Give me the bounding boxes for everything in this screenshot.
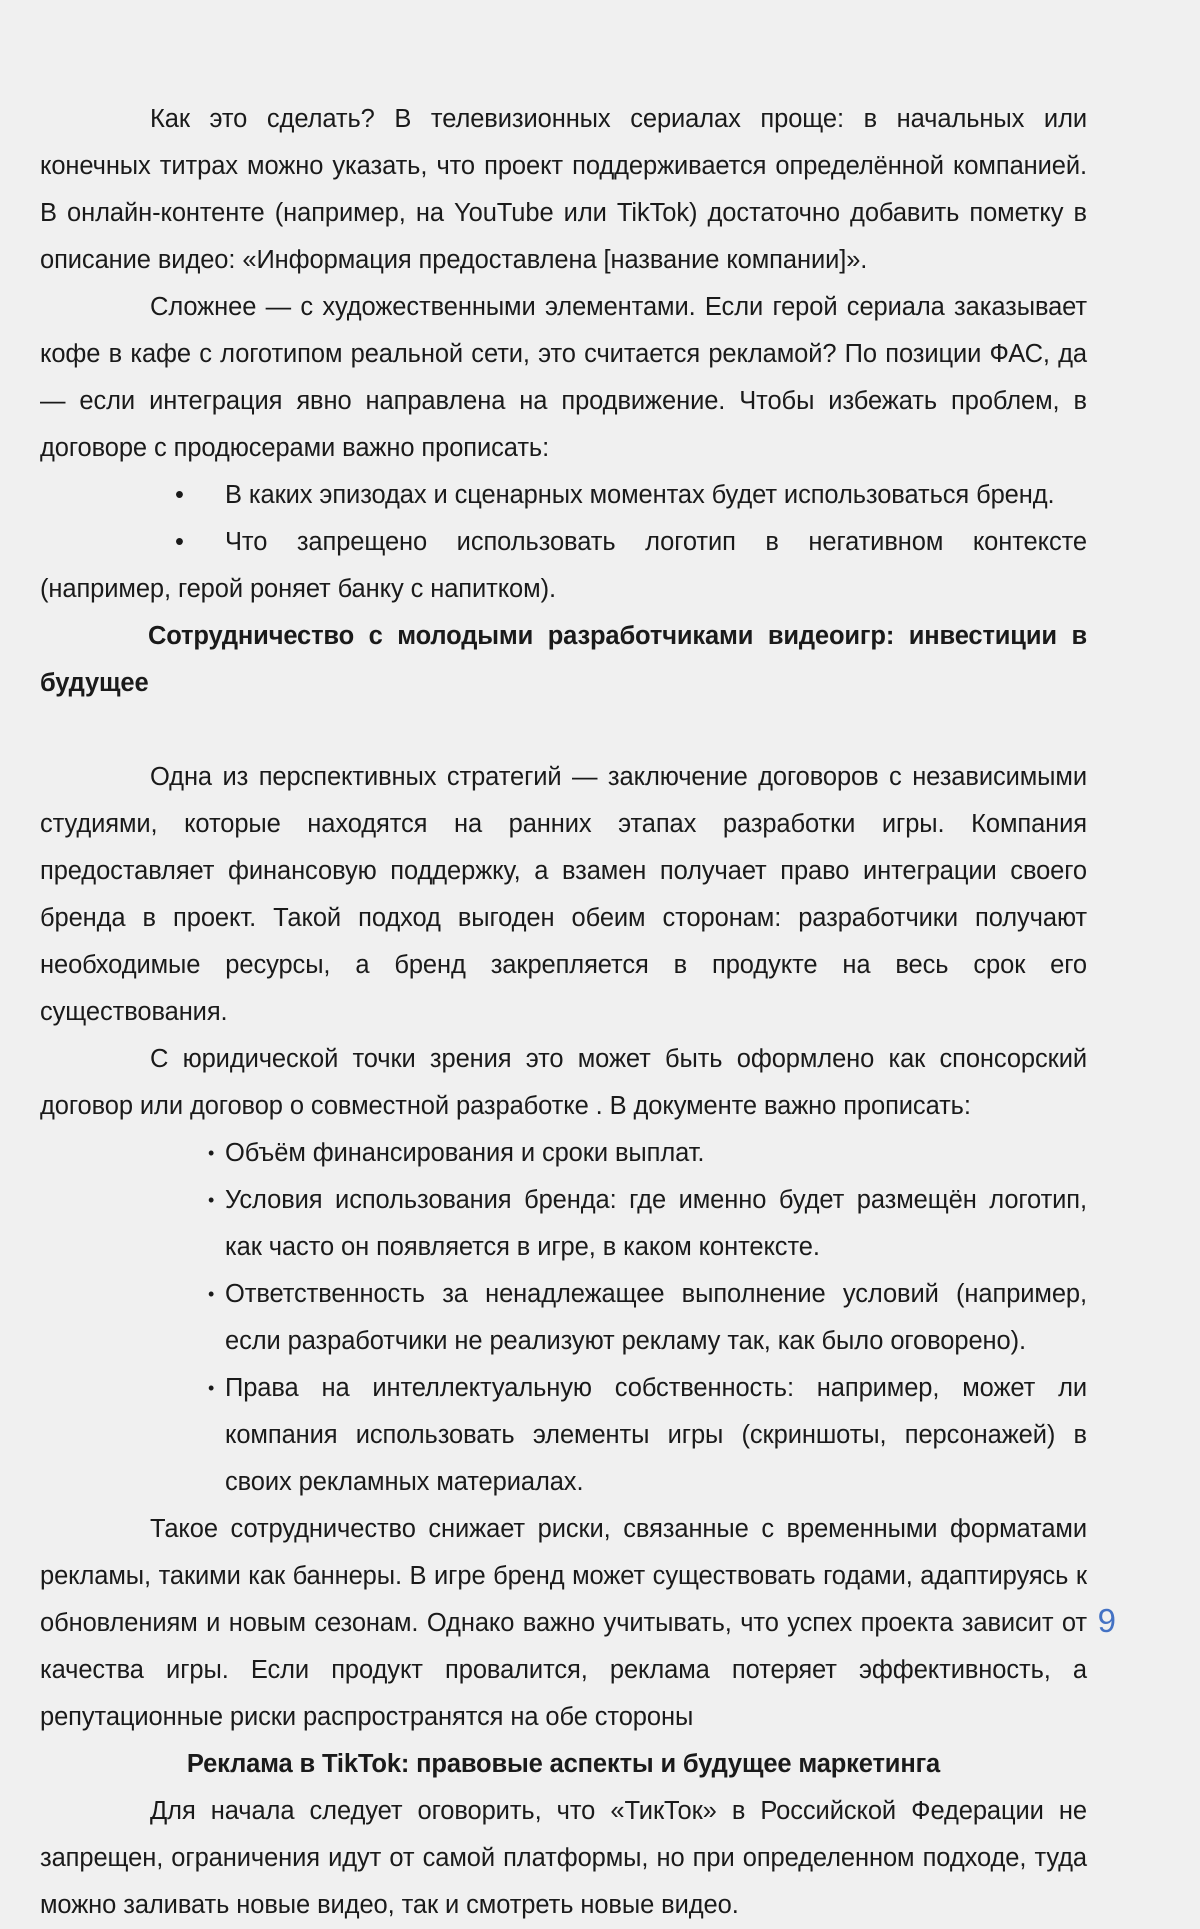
- bullet-marker-icon: •: [208, 1143, 215, 1163]
- paragraph-how-to-do-it: Как это сделать? В телевизионных сериалах проще: в начальных или конечных титрах можно указать, что проект поддерживается определённой компанией. В онлайн-контенте (например, на YouTube или TikTok) достаточно добавить пометку в описание видео: «Информация предоставлена [название компании]».: [40, 105, 1087, 274]
- paragraph-tiktok-status: Для начала следует оговорить, что «ТикТок» в Российской Федерации не запрещен, ограничения идут от самой платформы, но при определенном подходе, туда можно заливать новые видео, так и смотреть новые видео.: [40, 1797, 1087, 1919]
- heading-tiktok-advertising: Реклама в TikTok: правовые аспекты и будущее маркетинга: [186, 1750, 941, 1778]
- list-item: [40, 1271, 1087, 1365]
- list-item: [40, 472, 1087, 519]
- list-item: [40, 519, 1087, 613]
- bullet-marker-icon: •: [175, 528, 184, 556]
- paragraph-artistic-elements: Сложнее — с художественными элементами. Если герой сериала заказывает кофе в кафе с логотипом реальной сети, это считается рекламой? По позиции ФАС, да — если интеграция явно направлена на продвижение. Чтобы избежать проблем, в договоре с продюсерами важно прописать:: [40, 293, 1087, 462]
- paragraph-legal-form: С юридической точки зрения это может быть оформлено как спонсорский договор или договор о совместной разработке . В документе важно прописать:: [40, 1045, 1087, 1120]
- list-item-text: Условия использования бренда: где именно будет размещён логотип, как часто он появляется в игре, в каком контексте.: [225, 1186, 1087, 1261]
- bullet-marker-icon: •: [208, 1378, 215, 1398]
- page-number: 9: [1097, 1602, 1116, 1639]
- paragraph-indie-strategy: Одна из перспективных стратегий — заключение договоров с независимыми студиями, которые находятся на ранних этапах разработки игры. Компания предоставляет финансовую поддержку, а взамен получает право интеграции своего бренда в проект. Такой подход выгоден обеим сторонам: разработчики получают необходимые ресурсы, а бренд закрепляется в продукте на весь срок его существования.: [40, 763, 1087, 1026]
- bullet-list-contract-terms: [40, 1130, 1087, 1506]
- bullet-marker-icon: •: [208, 1284, 215, 1304]
- list-item-text: В каких эпизодах и сценарных моментах будет использоваться бренд.: [225, 481, 1055, 509]
- list-item-text: Ответственность за ненадлежащее выполнение условий (например, если разработчики не реализуют рекламу так, как было оговорено).: [225, 1280, 1087, 1355]
- list-item: [40, 1365, 1087, 1506]
- list-item-text: Объём финансирования и сроки выплат.: [225, 1139, 705, 1167]
- list-item-text: Права на интеллектуальную собственность: например, может ли компания использовать элементы игры (скриншоты, персонажей) в своих рекламных материалах.: [225, 1374, 1087, 1496]
- bullet-marker-icon: •: [175, 481, 184, 509]
- document-body: [40, 96, 1087, 1929]
- list-item-text: Что запрещено использовать логотип в негативном контексте (например, герой роняет банку с напитком).: [40, 528, 1087, 603]
- list-item: [40, 1177, 1087, 1271]
- list-item: [40, 1130, 1087, 1177]
- bullet-list-producer-contract: [40, 472, 1087, 613]
- bullet-marker-icon: •: [208, 1190, 215, 1210]
- paragraph-cooperation-risks: Такое сотрудничество снижает риски, связанные с временными форматами рекламы, такими как баннеры. В игре бренд может существовать годами, адаптируясь к обновлениям и новым сезонам. Однако важно учитывать, что успех проекта зависит от качества игры. Если продукт провалится, реклама потеряет эффективность, а репутационные риски распространятся на обе стороны: [40, 1515, 1087, 1731]
- heading-indie-developers: Сотрудничество с молодыми разработчиками видеоигр: инвестиции в будущее: [40, 622, 1087, 697]
